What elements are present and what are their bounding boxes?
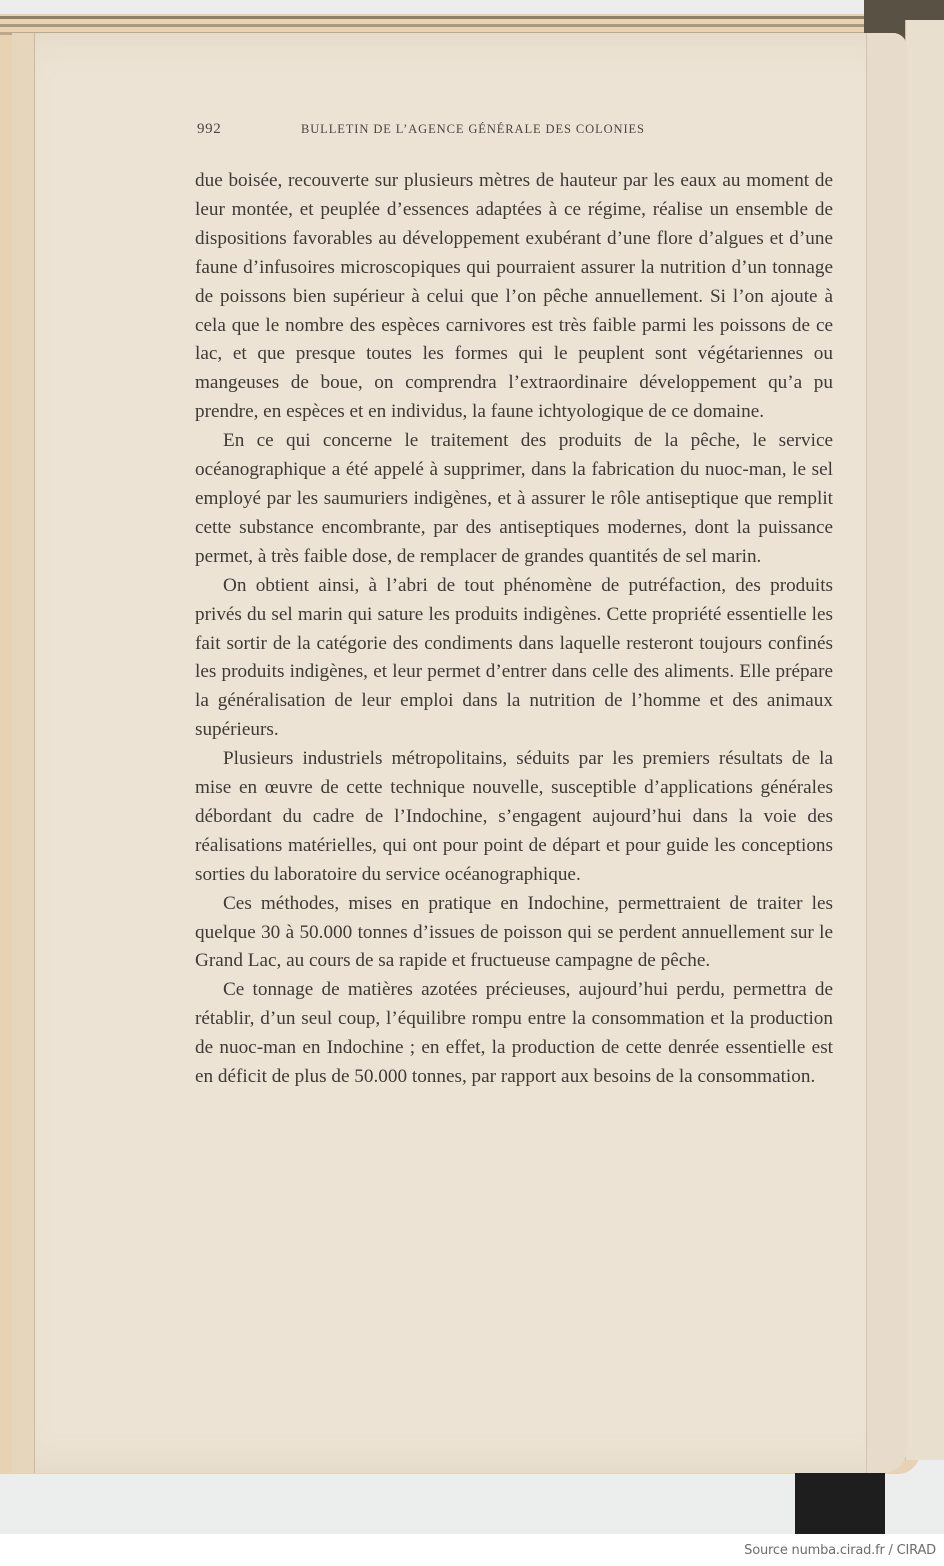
source-credit: Source numba.cirad.fr / CIRAD [744,1543,936,1558]
page-header [197,121,837,141]
page-edge-line [0,16,900,19]
paragraph: Plusieurs industriels métropolitains, séduits par les premiers résultats de la mise en œuvre de cette technique nouvelle, susceptible d’applications générales débordant du cadre de l’Indochine, s’engagent aujourd’hui dans la voie des réalisations matérielles, qui ont pour point de départ et pour guide les conceptions sorties du laboratoire du service océanographique. [195,748,833,885]
page-body [195,167,833,1092]
paragraph: En ce qui concerne le traitement des produits de la pêche, le service océanographique a été appelé à supprimer, dans la fabrication du nuoc-man, le sel employé par les saumuriers indigènes, et à assurer le rôle antiseptique que remplit cette substance encombrante, par des antiseptiques modernes, dont la puissance permet, à très faible dose, de remplacer de grandes quantités de sel marin. [195,430,833,567]
page-number: 992 [197,121,222,137]
next-page-edge [905,20,944,1460]
paragraph: Ce tonnage de matières azotées précieuses, aujourd’hui perdu, permettra de rétablir, d’un seul coup, l’équilibre rompu entre la consommation et la production de nuoc-man en Indochine ; en effet, la production de cette denrée essentielle est en déficit de plus de 50.000 tonnes, par rapport aux besoins de la consommation. [195,979,833,1088]
page-edge-line [0,24,905,27]
paragraph: Ces méthodes, mises en pratique en Indochine, permettraient de traiter les quelque 30 à 50.000 tonnes d’issues de poisson qui se perdent annuellement sur le Grand Lac, au cours de sa rapide et fructueuse campagne de pêche. [195,892,833,972]
paragraph: On obtient ainsi, à l’abri de tout phénomène de putréfaction, des produits privés du sel marin qui sature les produits indigènes. Cette propriété essentielle les fait sortir de la catégorie des condiments dans laquelle resteront toujours confinés les produits indigènes, et leur permet d’entrer dans celle des aliments. Elle prépare la généralisation de leur emploi dans la nutrition de l’homme et des animaux supérieurs. [195,574,833,741]
paragraph: due boisée, recouverte sur plusieurs mètres de hauteur par les eaux au moment de leur montée, et peuplée d’essences adaptées à ce régime, réalise un ensemble de dispositions favorables au développement exubérant d’une flore d’algues et d’une faune d’infusoires microscopiques qui pourraient assurer la nutrition d’un tonnage de poissons bien supérieur à celui que l’on pêche annuellement. Si l’on ajoute à cela que le nombre des espèces carnivores est très faible parmi les poissons de ce lac, et que presque toutes les formes qui le peuplent sont végétariennes ou mangeuses de boue, on comprendra l’extraordinaire développement qu’a pu prendre, en espèces et en individus, la faune ichtyologique de ce domaine. [195,170,833,423]
page-gutter [12,33,35,1473]
running-title: BULLETIN DE L’AGENCE GÉNÉRALE DES COLONIES [301,122,645,136]
page-fold [866,33,907,1473]
